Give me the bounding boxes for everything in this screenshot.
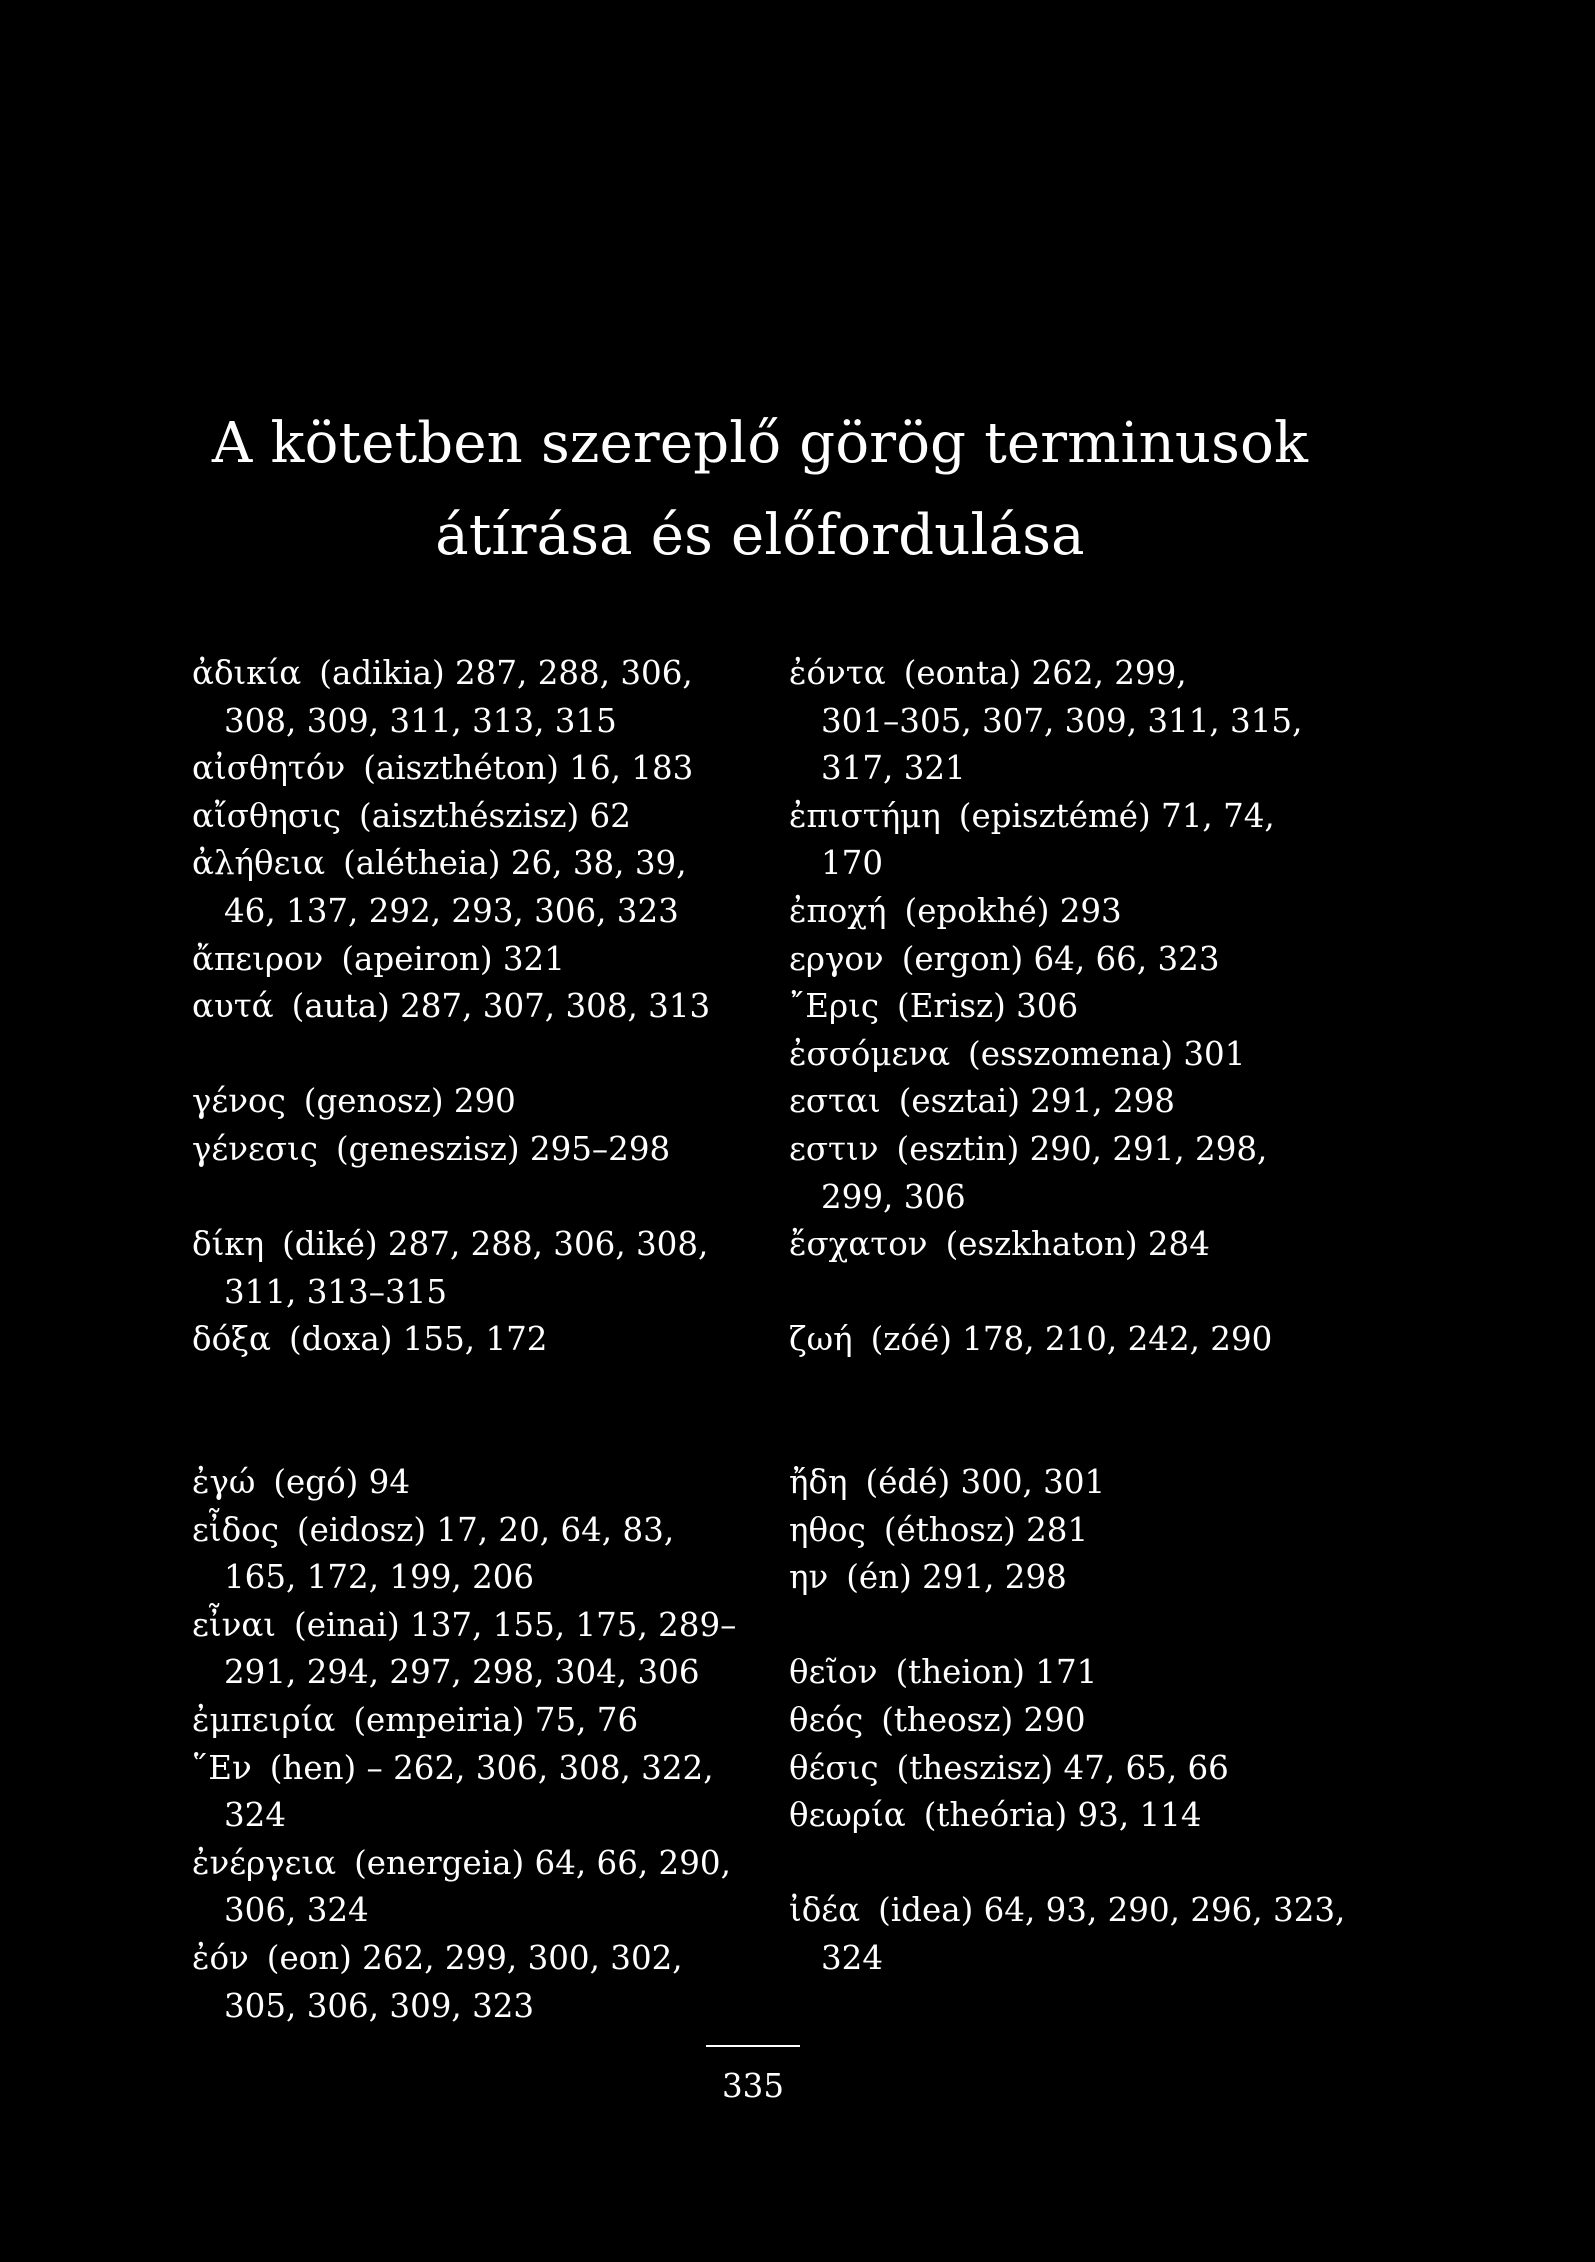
page-title [0,398,1520,582]
greek-term: εσται [789,1082,881,1121]
greek-term: θεῖον [789,1653,878,1692]
index-entry [789,1221,1369,1269]
index-entry-continuation: 306, 324 [224,1891,369,1930]
transliteration-pages: (esztai) 291, 298 [898,1082,1175,1121]
greek-term: ἐσσόμενα [789,1034,951,1073]
blank-line [789,1602,1369,1650]
transliteration-pages: (empeiria) 75, 76 [353,1701,639,1740]
transliteration-pages: (eonta) 262, 299, [903,654,1187,692]
transliteration-pages: (éthosz) 281 [883,1510,1089,1549]
blank-line [192,1031,752,1079]
index-entry [789,1316,1369,1364]
index-entry [789,1649,1369,1697]
right-column [789,650,1369,1983]
transliteration-pages: (doxa) 155, 172 [288,1320,548,1359]
left-column [192,650,752,2030]
transliteration-pages: (aiszthészisz) 62 [359,796,631,835]
index-entry [192,1459,752,1507]
greek-term: αυτά [192,987,274,1026]
index-entry [789,1078,1369,1126]
transliteration-pages: (eszkhaton) 284 [945,1225,1210,1264]
greek-term: ῎Ερις [789,987,880,1026]
index-entry [192,1602,752,1650]
greek-term: αἴσθησις [192,796,342,835]
greek-term: ἐόν [192,1939,249,1978]
index-entry [192,650,752,698]
transliteration-pages: (zóé) 178, 210, 242, 290 [870,1320,1273,1359]
greek-term: εἶδος [192,1510,279,1549]
greek-term: δίκη [192,1225,265,1264]
greek-term: θεωρία [789,1796,906,1835]
index-entry [789,983,1369,1031]
index-entry [192,1840,752,1888]
index-entry [789,1459,1369,1507]
index-entry [192,936,752,984]
index-entry [789,888,1369,936]
transliteration-pages: (én) 291, 298 [846,1558,1067,1597]
blank-line [192,1364,752,1412]
greek-term: ἐπιστήμη [789,796,941,835]
transliteration-pages: (diké) 287, 288, 306, 308, [282,1225,709,1264]
transliteration-pages: (édé) 300, 301 [865,1463,1106,1502]
greek-term: εστιν [789,1129,879,1168]
greek-term: αἰσθητόν [192,749,346,788]
transliteration-pages: (energeia) 64, 66, 290, [354,1843,731,1882]
index-entry-continuation: 165, 172, 199, 206 [224,1558,535,1597]
index-entry-continuation: 317, 321 [821,749,966,788]
index-entry [789,1697,1369,1745]
index-entry [192,840,752,888]
index-entry [789,1745,1369,1793]
greek-term: ἐμπειρία [192,1701,336,1740]
title-line-2: átírása és előfordulása [435,503,1085,568]
greek-term: ἔσχατον [789,1225,928,1264]
greek-term: θέσις [789,1748,879,1787]
transliteration-pages: (egó) 94 [273,1463,411,1502]
index-entry [192,1078,752,1126]
greek-term: ἀδικία [192,654,302,692]
index-entry-continuation: 324 [224,1796,287,1835]
transliteration-pages: (theszisz) 47, 65, 66 [896,1748,1229,1787]
transliteration-pages: (genosz) 290 [303,1082,516,1121]
greek-term: ἀλήθεια [192,844,326,883]
transliteration-pages: (einai) 137, 155, 175, 289– [294,1605,737,1644]
greek-term: γένεσις [192,1129,318,1168]
index-entry [789,936,1369,984]
index-entry [789,650,1369,698]
index-entry [789,1126,1369,1174]
transliteration-pages: (Erisz) 306 [897,987,1079,1026]
greek-term: ἐγώ [192,1463,256,1502]
index-entry [192,1507,752,1555]
index-entry [192,1126,752,1174]
index-entry [789,1031,1369,1079]
index-entry-continuation: 46, 137, 292, 293, 306, 323 [224,891,679,930]
index-entry-continuation: 308, 309, 311, 313, 315 [224,701,617,740]
greek-term: ηθος [789,1510,866,1549]
index-entry [789,793,1369,841]
greek-term: ἰδέα [789,1891,861,1930]
transliteration-pages: (esztin) 290, 291, 298, [896,1129,1268,1168]
transliteration-pages: (apeiron) 321 [341,939,565,978]
transliteration-pages: (geneszisz) 295–298 [336,1129,671,1168]
transliteration-pages: (theion) 171 [895,1653,1098,1692]
greek-term: εἶναι [192,1605,277,1644]
index-entry [192,1935,752,1983]
greek-term: ἐόντα [789,654,886,692]
index-entry [192,983,752,1031]
transliteration-pages: (epokhé) 293 [904,891,1122,930]
index-entry-continuation: 324 [821,1939,884,1978]
index-entry [789,1887,1369,1935]
blank-line [789,1364,1369,1412]
transliteration-pages: (esszomena) 301 [968,1034,1246,1073]
greek-term: δόξα [192,1320,271,1359]
index-entry-continuation: 291, 294, 297, 298, 304, 306 [224,1653,700,1692]
greek-term: θεός [789,1701,864,1740]
transliteration-pages: (eidosz) 17, 20, 64, 83, [296,1510,675,1549]
index-entry [192,793,752,841]
index-entry-continuation: 301–305, 307, 309, 311, 315, [821,701,1303,740]
page-number-rule [706,2045,800,2047]
index-entry-continuation: 311, 313–315 [224,1272,448,1311]
blank-line [192,1412,752,1460]
index-entry [192,1316,752,1364]
transliteration-pages: (episztémé) 71, 74, [958,796,1275,835]
title-line-1: A kötetben szereplő görög terminusok [211,411,1309,476]
blank-line [192,1174,752,1222]
transliteration-pages: (idea) 64, 93, 290, 296, 323, [878,1891,1346,1930]
index-entry [192,1221,752,1269]
index-entry-continuation: 170 [821,844,884,883]
greek-term: ζωή [789,1320,853,1359]
index-entry-continuation: 299, 306 [821,1177,966,1216]
transliteration-pages: (theosz) 290 [881,1701,1086,1740]
blank-line [789,1269,1369,1317]
transliteration-pages: (adikia) 287, 288, 306, [319,654,693,692]
transliteration-pages: (aiszthéton) 16, 183 [363,749,694,788]
greek-term: ἐνέργεια [192,1843,337,1882]
greek-term: ῞Εν [192,1748,252,1787]
index-entry [192,745,752,793]
index-entry [789,1554,1369,1602]
index-entry [192,1697,752,1745]
greek-term: ἤδη [789,1463,848,1502]
transliteration-pages: (hen) – 262, 306, 308, 322, [269,1748,714,1787]
transliteration-pages: (eon) 262, 299, 300, 302, [266,1939,683,1978]
index-entry-continuation: 305, 306, 309, 323 [224,1986,535,2025]
page-number: 335 [721,2067,785,2105]
transliteration-pages: (theória) 93, 114 [923,1796,1202,1835]
greek-term: ἄπειρον [192,939,324,978]
index-entry [789,1507,1369,1555]
greek-term: εργον [789,939,884,978]
index-entry [192,1745,752,1793]
transliteration-pages: (ergon) 64, 66, 323 [901,939,1220,978]
transliteration-pages: (auta) 287, 307, 308, 313 [291,987,711,1026]
blank-line [789,1840,1369,1888]
transliteration-pages: (alétheia) 26, 38, 39, [343,844,687,883]
greek-term: ην [789,1558,829,1597]
blank-line [789,1412,1369,1460]
greek-term: γένος [192,1082,286,1121]
index-entry [789,1792,1369,1840]
greek-term: ἐποχή [789,891,887,930]
